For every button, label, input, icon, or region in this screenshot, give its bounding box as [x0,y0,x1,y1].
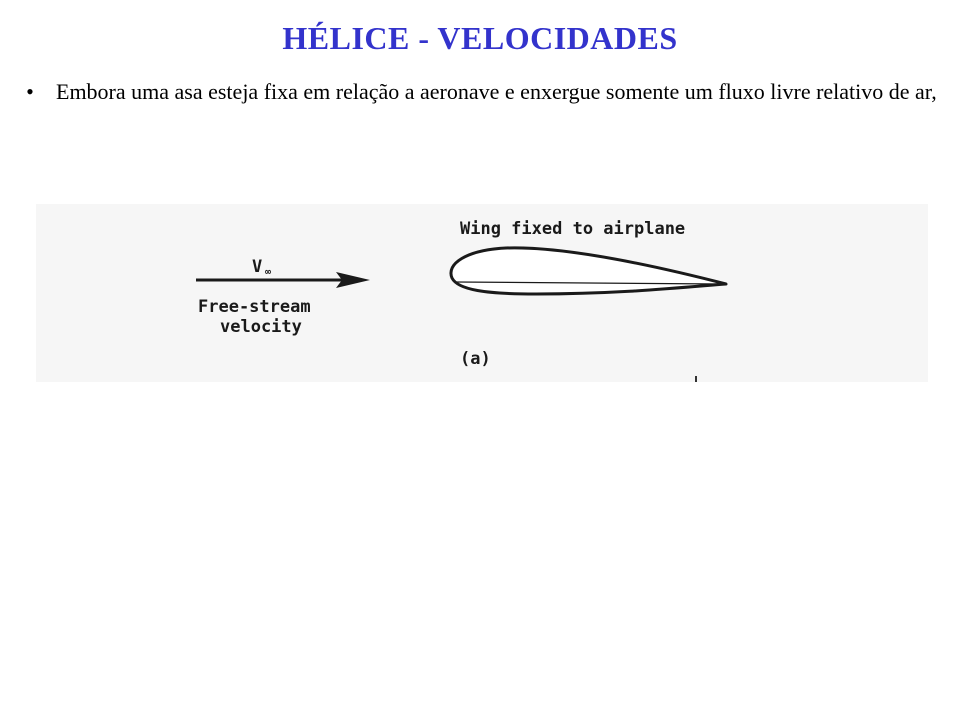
free-stream-label-line1: Free-stream [198,297,311,317]
airfoil-diagram [36,204,928,382]
bullet-text: Embora uma asa esteja fixa em relação a aeronave e enxergue somente um fluxo livre relativo de ar, [56,79,937,104]
panel-label: (a) [460,349,491,369]
wing-label: Wing fixed to airplane [460,219,686,239]
airfoil-figure [36,204,928,382]
velocity-subscript: ∞ [265,267,272,278]
bullet-list [20,78,940,106]
bullet-marker: • [26,79,34,104]
airfoil-outline [451,248,726,294]
velocity-symbol: V [252,257,263,277]
bullet-item [20,78,940,106]
free-stream-label-line2: velocity [220,317,302,337]
slide-title: HÉLICE - VELOCIDADES [282,20,678,56]
